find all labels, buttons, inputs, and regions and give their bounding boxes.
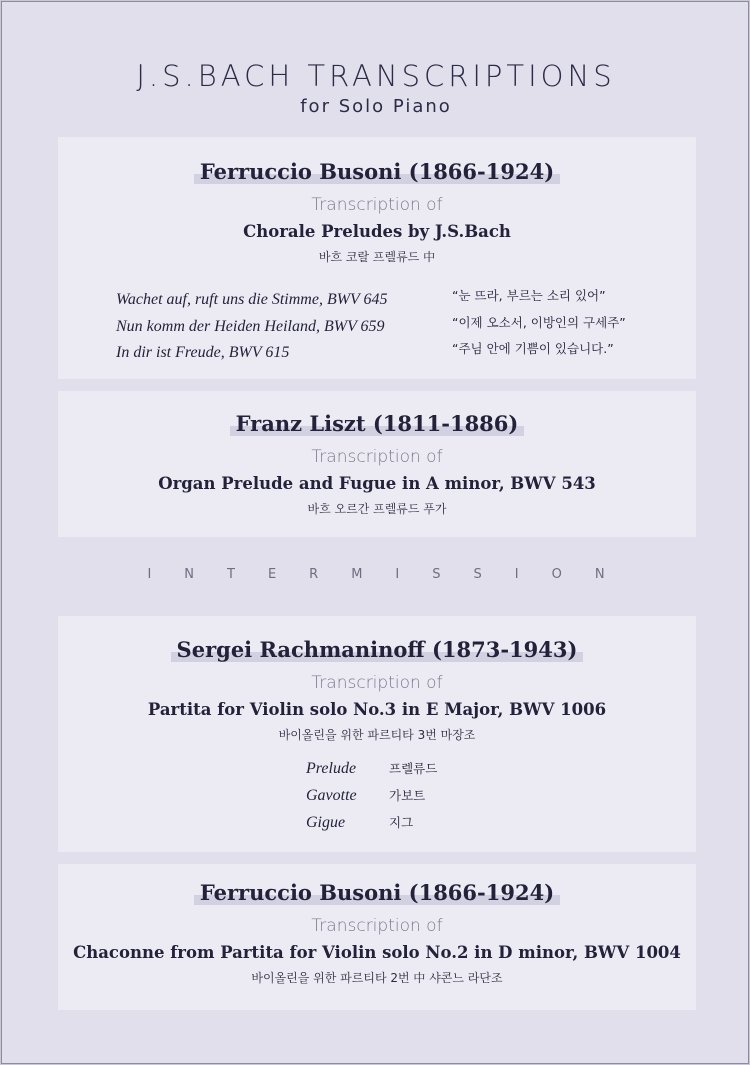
composer-name: Sergei Rachmaninoff (1873-1943) — [171, 638, 584, 662]
busoni-chaconne-card — [58, 864, 696, 1010]
program-subtitle: for Solo Piano — [300, 96, 452, 117]
composer-name: Ferruccio Busoni (1866-1924) — [194, 160, 560, 184]
movement-row — [306, 759, 437, 786]
movement-title-korean: “눈 뜨라, 부르는 소리 있어” — [452, 288, 606, 303]
movement-title: Nun komm der Heiden Heiland, BWV 659 — [116, 317, 385, 335]
movement-title: In dir ist Freude, BWV 615 — [116, 344, 290, 361]
work-title: Partita for Violin solo No.3 in E Major, BWV 1006 — [147, 700, 607, 719]
movement-list — [306, 759, 437, 840]
busoni-chorale-card — [58, 137, 696, 379]
movement-title-korean: 프렐류드 — [389, 761, 438, 776]
transcription-of-label: Transcription of — [311, 195, 443, 215]
movement-titles-korean — [452, 283, 626, 363]
composer-name: Franz Liszt (1811-1886) — [230, 412, 525, 436]
program-page — [1, 1, 749, 1064]
work-title-korean: 바이올린을 위한 파르티타 2번 中 샤콘느 라단조 — [251, 971, 503, 985]
movement-row — [306, 813, 437, 840]
composer-name: Ferruccio Busoni (1866-1924) — [194, 881, 560, 905]
program-title: J.S.BACH TRANSCRIPTIONS — [136, 59, 616, 93]
movement-titles — [116, 287, 388, 367]
work-title-korean: 바이올린을 위한 파르티타 3번 마장조 — [278, 728, 476, 742]
liszt-card — [58, 391, 696, 537]
movement-title-korean: 가보트 — [389, 788, 426, 803]
movement-title: Gigue — [306, 814, 346, 831]
program-header — [2, 58, 750, 117]
movement-title: Wachet auf, ruft uns die Stimme, BWV 645 — [116, 291, 388, 308]
transcription-of-label: Transcription of — [311, 916, 443, 936]
movement-title: Gavotte — [306, 787, 357, 804]
work-title-korean: 바흐 코랄 프렐류드 中 — [318, 250, 436, 264]
work-title: Chaconne from Partita for Violin solo No.2 in D minor, BWV 1004 — [73, 943, 681, 962]
work-title: Organ Prelude and Fugue in A minor, BWV 543 — [158, 474, 596, 493]
work-title-korean: 바흐 오르간 프렐류드 푸가 — [307, 502, 447, 516]
movement-title: Prelude — [306, 760, 357, 777]
transcription-of-label: Transcription of — [311, 673, 443, 693]
rachmaninoff-card — [58, 616, 696, 852]
movement-row — [306, 786, 437, 813]
work-title: Chorale Preludes by J.S.Bach — [243, 222, 511, 241]
movement-title-korean: “이제 오소서, 이방인의 구세주” — [452, 314, 626, 330]
intermission-label: INTERMISSION — [147, 567, 638, 582]
transcription-of-label: Transcription of — [311, 447, 443, 467]
movement-title-korean: 지그 — [389, 815, 414, 830]
movement-title-korean: “주님 안에 기쁨이 있습니다.” — [452, 341, 614, 356]
